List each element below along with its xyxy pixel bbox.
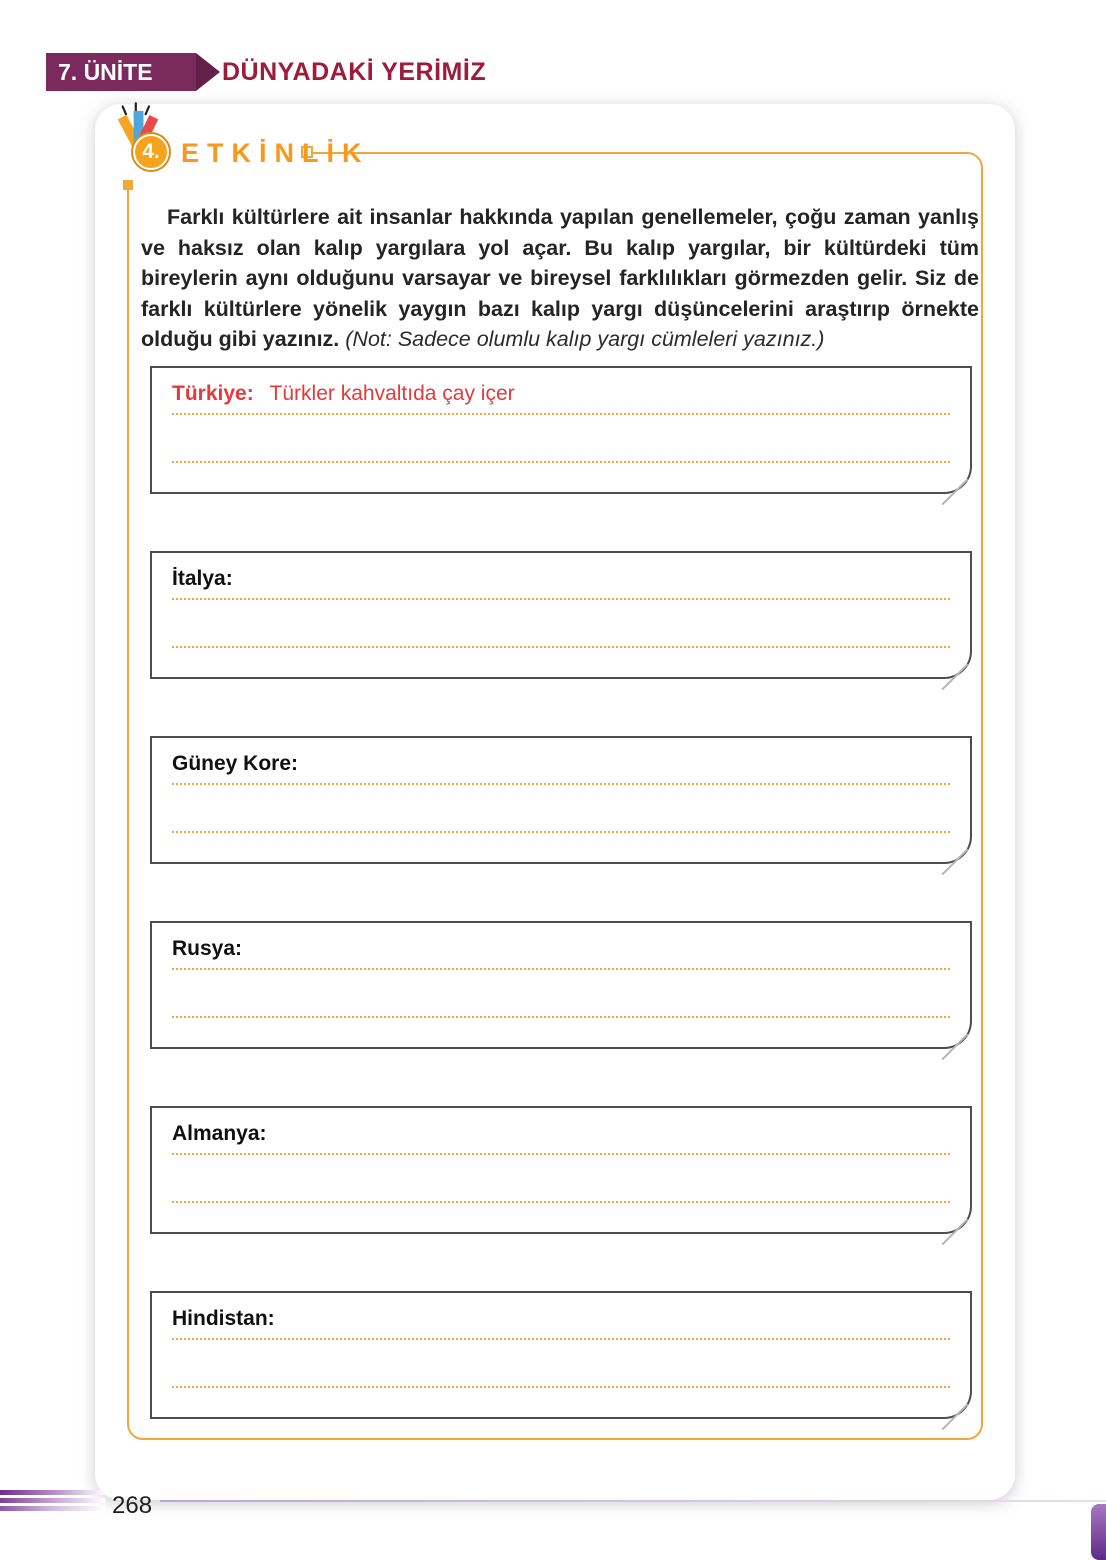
page-title: DÜNYADAKİ YERİMİZ xyxy=(222,58,487,86)
activity-number-badge xyxy=(133,134,169,170)
corner-decoration-bar xyxy=(1091,1504,1106,1560)
write-line xyxy=(172,1338,950,1340)
answer-row xyxy=(172,567,950,595)
answer-label: Rusya: xyxy=(172,937,243,960)
activity-instructions xyxy=(141,202,979,355)
answer-row xyxy=(172,752,950,780)
write-line xyxy=(172,598,950,600)
answer-box-hindistan xyxy=(150,1291,972,1419)
answer-row xyxy=(172,1122,950,1150)
answers-list xyxy=(150,366,972,1419)
frame-decoration-square xyxy=(123,180,133,190)
write-line xyxy=(172,413,950,415)
answer-row xyxy=(172,1307,950,1335)
answer-box-turkiye xyxy=(150,366,972,494)
write-line xyxy=(172,1386,950,1388)
write-line xyxy=(172,783,950,785)
write-line xyxy=(172,831,950,833)
answer-box-italya xyxy=(150,551,972,679)
unit-label: 7. ÜNİTE xyxy=(58,58,153,85)
answer-box-rusya xyxy=(150,921,972,1049)
footer-decoration-bars xyxy=(0,1490,105,1514)
footer-bar xyxy=(0,1490,105,1495)
instructions-text: Farklı kültürlere ait insanlar hakkında yapılan genellemeler, çoğu zaman yanlış ve haksız olan kalıp yargılara yol açar. Bu kalıp yargılar, bir kültürdeki tüm bireylerin aynı olduğunu varsayar ve bireysel farklılıkları görmezden gelir. Siz de farklı kültürlere yönelik yaygın bazı kalıp yargı düşüncelerini araştırıp örnekte olduğu gibi yazınız. xyxy=(141,205,979,352)
answer-label: İtalya: xyxy=(172,567,233,590)
write-line xyxy=(172,646,950,648)
answer-box-guney-kore xyxy=(150,736,972,864)
answer-value: Türkler kahvaltıda çay içer xyxy=(269,382,515,405)
write-line xyxy=(172,1153,950,1155)
answer-label: Hindistan: xyxy=(172,1307,275,1330)
footer-rule-line xyxy=(160,1500,1106,1503)
answer-label: Almanya: xyxy=(172,1122,267,1145)
write-line xyxy=(172,461,950,463)
unit-banner xyxy=(46,53,196,91)
write-line xyxy=(172,1016,950,1018)
write-line xyxy=(172,968,950,970)
footer-bar xyxy=(0,1498,105,1503)
answer-row xyxy=(172,382,950,410)
answer-label: Güney Kore: xyxy=(172,752,299,775)
activity-title: ETKİNLİK xyxy=(181,138,370,168)
footer-bar xyxy=(0,1506,105,1511)
instructions-note: (Not: Sadece olumlu kalıp yargı cümleleri yazınız.) xyxy=(345,327,825,352)
answer-label: Türkiye: xyxy=(172,382,254,405)
activity-card xyxy=(95,104,1015,1500)
answer-box-almanya xyxy=(150,1106,972,1234)
page-number: 268 xyxy=(112,1492,153,1519)
activity-number: 4. xyxy=(142,140,160,163)
answer-row xyxy=(172,937,950,965)
write-line xyxy=(172,1201,950,1203)
